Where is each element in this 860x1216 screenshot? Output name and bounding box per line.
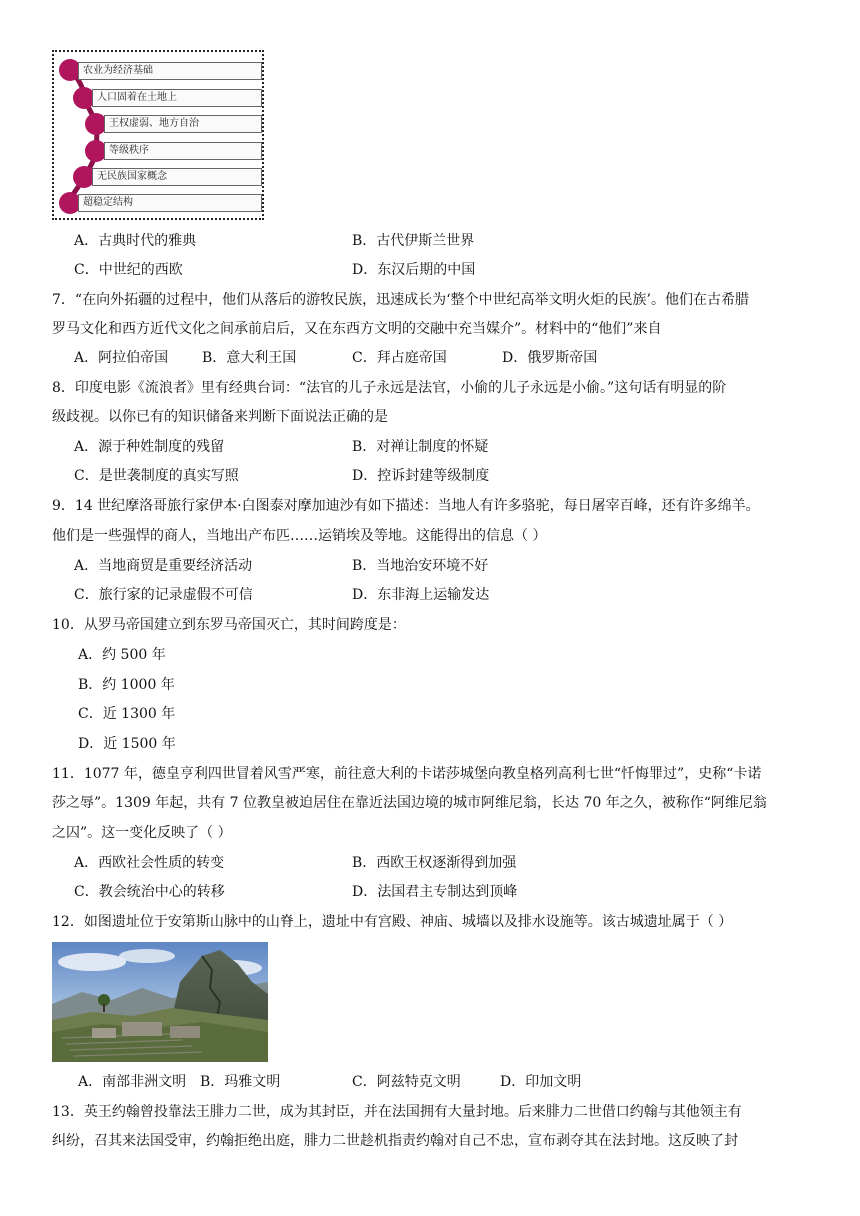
diagram-label-2: 人口固着在土地上 (92, 89, 262, 107)
q7-stem-line1: 7．“在向外拓疆的过程中，他们从落后的游牧民族，迅速成长为‘整个中世纪高举文明火炬的民族’。他们在古希腊 (52, 292, 749, 308)
q7-option-a: A．阿拉伯帝国 (74, 350, 169, 366)
q7-option-d: D．俄罗斯帝国 (502, 350, 598, 366)
q10-option-d: D．近 1500 年 (78, 736, 176, 752)
q6-option-b: B．古代伊斯兰世界 (352, 233, 475, 249)
q10-option-a: A．约 500 年 (78, 647, 166, 663)
q11-option-c: C．教会统治中心的转移 (74, 884, 225, 900)
diagram-label-1: 农业为经济基础 (78, 62, 262, 80)
q7-option-b: B．意大利王国 (202, 350, 297, 366)
q8-stem-line2: 级歧视。以你已有的知识储备来判断下面说法正确的是 (52, 409, 388, 425)
q9-stem-line2: 他们是一些强悍的商人，当地出产布匹……运销埃及等地。这能得出的信息（ ） (52, 528, 547, 544)
q6-option-d: D．东汉后期的中国 (352, 262, 476, 278)
q10-stem: 10．从罗马帝国建立到东罗马帝国灭亡，其时间跨度是： (52, 617, 406, 633)
q6-option-c: C．中世纪的西欧 (74, 262, 183, 278)
diagram-label-5: 无民族国家概念 (92, 168, 262, 186)
q7-option-c: C．拜占庭帝国 (352, 350, 447, 366)
q12-stem: 12．如图遗址位于安第斯山脉中的山脊上，遗址中有宫殿、神庙、城墙以及排水设施等。该古城遗址属于（ ） (52, 914, 733, 930)
q8-option-d: D．控诉封建等级制度 (352, 468, 490, 484)
q11-stem-line2: 莎之辱”。1309 年起，共有 7 位教皇被迫居住在靠近法国边境的城市阿维尼翁，长达 70 年之久，被称作“阿维尼翁 (52, 795, 767, 811)
q10-option-b: B．约 1000 年 (78, 677, 175, 693)
q9-option-d: D．东非海上运输发达 (352, 587, 490, 603)
feudal-structure-diagram (52, 50, 264, 220)
q12-option-c: C．阿兹特克文明 (352, 1074, 461, 1090)
q9-stem-line1: 9．14 世纪摩洛哥旅行家伊本·白图泰对摩加迪沙有如下描述：当地人有许多骆驼，每日屠宰百峰，还有许多绵羊。 (52, 498, 760, 514)
q8-option-c: C．是世袭制度的真实写照 (74, 468, 239, 484)
q9-option-a: A．当地商贸是重要经济活动 (74, 558, 253, 574)
diagram-label-6: 超稳定结构 (78, 194, 262, 212)
q8-option-b: B．对禅让制度的怀疑 (352, 439, 489, 455)
mountain-ruins-photo (52, 942, 268, 1062)
q13-stem-line1: 13．英王约翰曾投靠法王腓力二世，成为其封臣，并在法国拥有大量封地。后来腓力二世借口约翰与其他领主有 (52, 1104, 742, 1120)
q12-option-d: D．印加文明 (500, 1074, 582, 1090)
q6-option-a: A．古典时代的雅典 (74, 233, 197, 249)
q9-option-b: B．当地治安环境不好 (352, 558, 489, 574)
diagram-label-4: 等级秩序 (104, 142, 262, 160)
q11-option-b: B．西欧王权逐渐得到加强 (352, 855, 517, 871)
q8-stem-line1: 8．印度电影《流浪者》里有经典台词：“法官的儿子永远是法官，小偷的儿子永远是小偷。”这句话有明显的阶 (52, 380, 727, 396)
q11-option-a: A．西欧社会性质的转变 (74, 855, 225, 871)
q12-option-b: B．玛雅文明 (200, 1074, 281, 1090)
q11-stem-line1: 11．1077 年，德皇亨利四世冒着风雪严寒，前往意大利的卡诺莎城堡向教皇格列高利七世“忏悔罪过”，史称“卡诺 (52, 766, 762, 782)
q12-option-a: A．南部非洲文明 (78, 1074, 187, 1090)
q9-option-c: C．旅行家的记录虚假不可信 (74, 587, 253, 603)
diagram-label-3: 王权虚弱、地方自治 (104, 115, 262, 133)
q11-stem-line3: 之囚”。这一变化反映了（ ） (52, 825, 232, 841)
q11-option-d: D．法国君主专制达到顶峰 (352, 884, 518, 900)
q13-stem-line2: 纠纷，召其来法国受审，约翰拒绝出庭，腓力二世趁机指责约翰对自己不忠，宣布剥夺其在法封地。这反映了封 (52, 1133, 738, 1149)
q8-option-a: A．源于种姓制度的残留 (74, 439, 225, 455)
q7-stem-line2: 罗马文化和西方近代文化之间承前启后，又在东西方文明的交融中充当媒介”。材料中的“他们”来自 (52, 321, 662, 337)
q10-option-c: C．近 1300 年 (78, 706, 176, 722)
